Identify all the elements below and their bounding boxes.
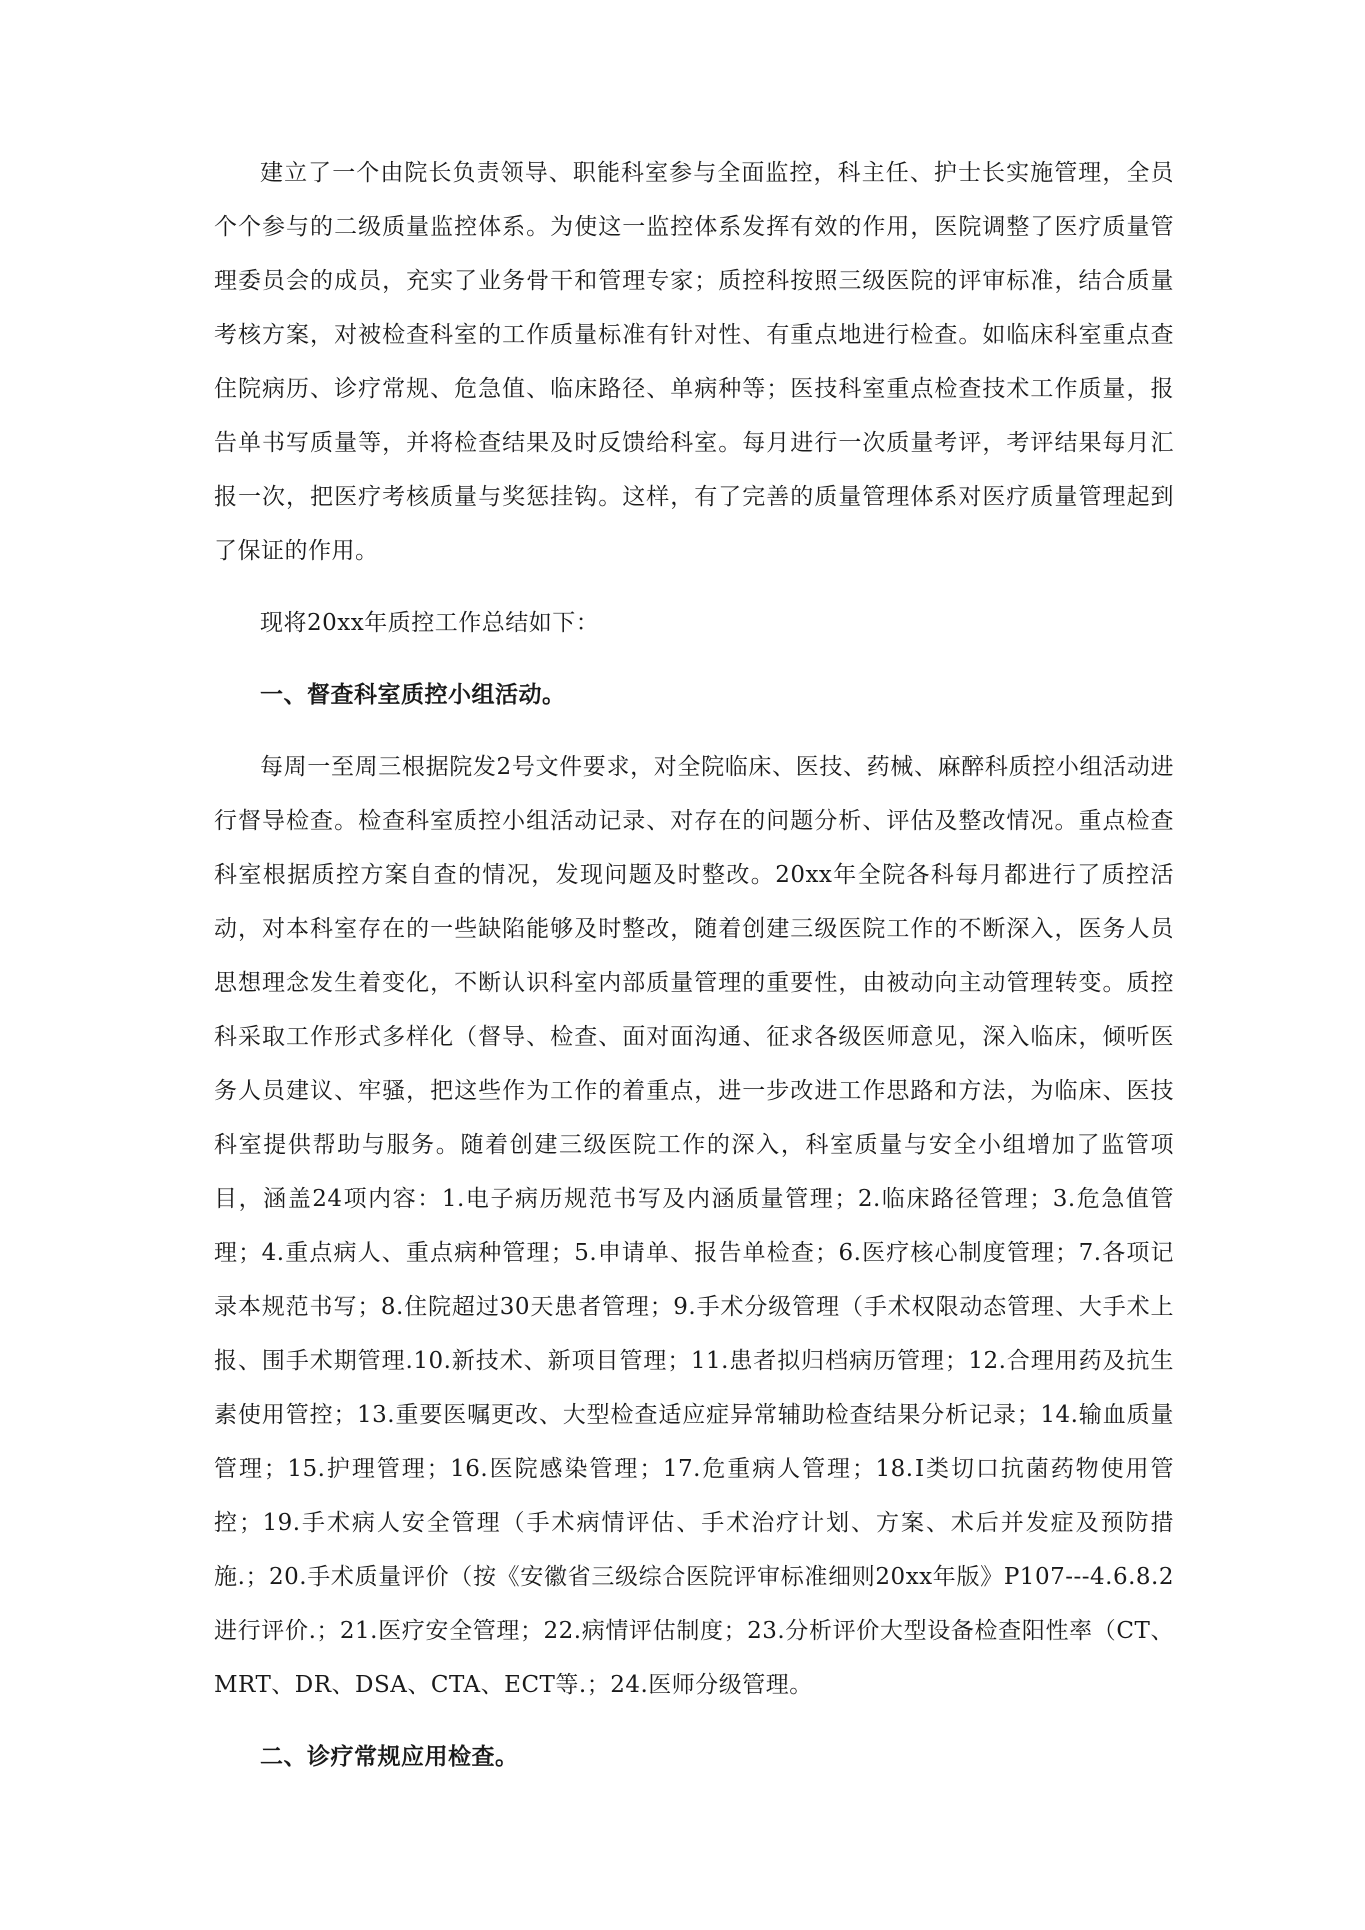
document-body [214,146,1174,1802]
section1-paragraph: 每周一至周三根据院发2号文件要求，对全院临床、医技、药械、麻醉科质控小组活动进行督导检查。检查科室质控小组活动记录、对存在的问题分析、评估及整改情况。重点检查科室根据质控方案自查的情况，发现问题及时整改。20xx年全院各科每月都进行了质控活动，对本科室存在的一些缺陷能够及时整改，随着创建三级医院工作的不断深入，医务人员思想理念发生着变化，不断认识科室内部质量管理的重要性，由被动向主动管理转变。质控科采取工作形式多样化（督导、检查、面对面沟通、征求各级医师意见，深入临床，倾听医务人员建议、牢骚，把这些作为工作的着重点，进一步改进工作思路和方法，为临床、医技科室提供帮助与服务。随着创建三级医院工作的深入，科室质量与安全小组增加了监管项目，涵盖24项内容：1.电子病历规范书写及内涵质量管理；2.临床路径管理；3.危急值管理；4.重点病人、重点病种管理；5.申请单、报告单检查；6.医疗核心制度管理；7.各项记录本规范书写；8.住院超过30天患者管理；9.手术分级管理（手术权限动态管理、大手术上报、围手术期管理.10.新技术、新项目管理；11.患者拟归档病历管理；12.合理用药及抗生素使用管控；13.重要医嘱更改、大型检查适应症异常辅助检查结果分析记录；14.输血质量管理；15.护理管理；16.医院感染管理；17.危重病人管理；18.Ⅰ类切口抗菌药物使用管控；19.手术病人安全管理（手术病情评估、手术治疗计划、方案、术后并发症及预防措施.；20.手术质量评价（按《安徽省三级综合医院评审标准细则20xx年版》P107---4.6.8.2进行评价.；21.医疗安全管理；22.病情评估制度；23.分析评价大型设备检查阳性率（CT、MRT、DR、DSA、CTA、ECT等.；24.医师分级管理。 [214,754,1174,1698]
section-heading-2: 二、诊疗常规应用检查。 [260,1743,519,1770]
section-heading-1: 一、督查科室质控小组活动。 [260,681,566,708]
summary-intro-paragraph: 现将20xx年质控工作总结如下： [260,610,600,636]
intro-paragraph: 建立了一个由院长负责领导、职能科室参与全面监控，科主任、护士长实施管理，全员个个参与的二级质量监控体系。为使这一监控体系发挥有效的作用，医院调整了医疗质量管理委员会的成员，充实了业务骨干和管理专家；质控科按照三级医院的评审标准，结合质量考核方案，对被检查科室的工作质量标准有针对性、有重点地进行检查。如临床科室重点查住院病历、诊疗常规、危急值、临床路径、单病种等；医技科室重点检查技术工作质量，报告单书写质量等，并将检查结果及时反馈给科室。每月进行一次质量考评，考评结果每月汇报一次，把医疗考核质量与奖惩挂钩。这样，有了完善的质量管理体系对医疗质量管理起到了保证的作用。 [214,160,1174,564]
